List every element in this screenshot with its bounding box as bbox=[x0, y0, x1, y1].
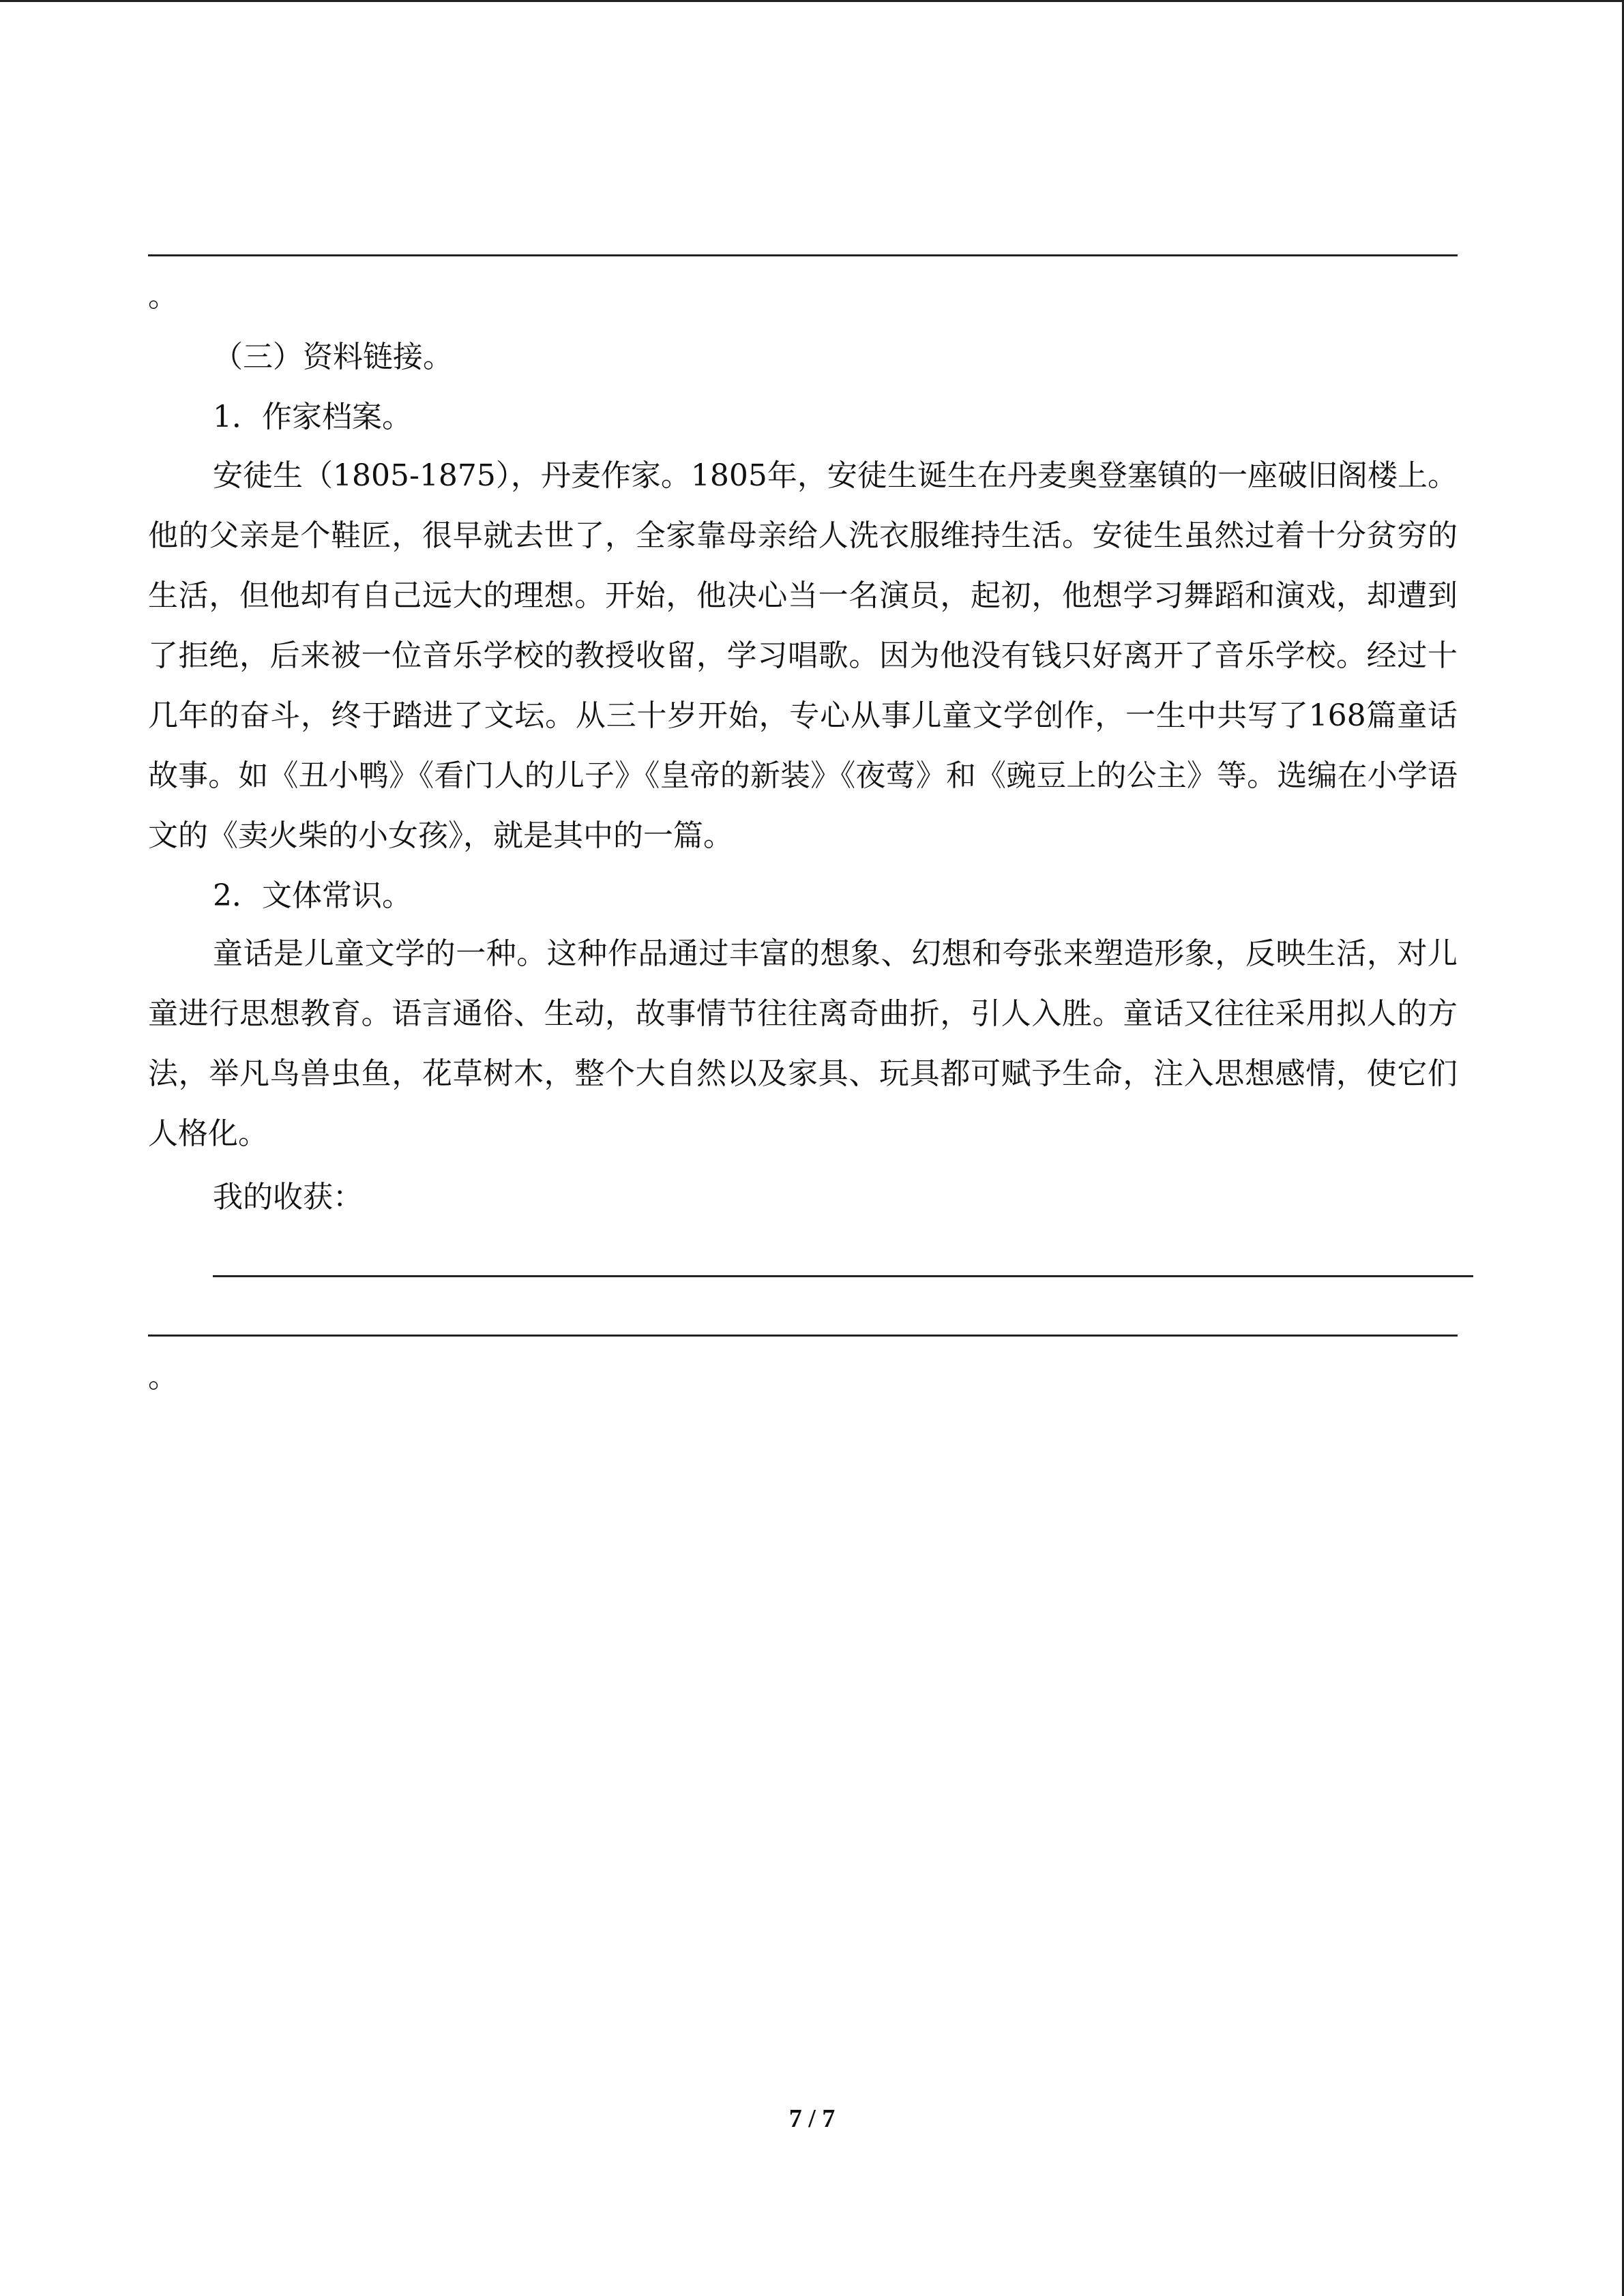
harvest-answer-line-2[interactable] bbox=[148, 1335, 1458, 1337]
harvest-answer-line-1[interactable] bbox=[213, 1275, 1473, 1277]
harvest-label: 我的收获： bbox=[213, 1180, 363, 1214]
answer-line-top bbox=[148, 254, 1458, 256]
section-heading: （三）资料链接。 bbox=[213, 340, 453, 374]
answer-line-end-mark-2: 。 bbox=[148, 1360, 178, 1395]
item-2-paragraph: 童话是儿童文学的一种。这种作品通过丰富的想象、幻想和夸张来塑造形象，反映生活，对儿童进行思想教育。语言通俗、生动，故事情节往往离奇曲折，引人入胜。童话又往往采用拟人的方法，举凡鸟兽虫鱼，花草树木，整个大自然以及家具、玩具都可赋予生命，注入思想感情，使它们人格化。 bbox=[148, 936, 1458, 1151]
item-1-heading: 1．作家档案。 bbox=[213, 400, 412, 434]
item-1-paragraph: 安徒生（1805-1875），丹麦作家。1805年，安徒生诞生在丹麦奥登塞镇的一座破旧阁楼上。他的父亲是个鞋匠，很早就去世了，全家靠母亲给人洗衣服维持生活。安徒生虽然过着十分贫穷的生活，但他却有自己远大的理想。开始，他决心当一名演员，起初，他想学习舞蹈和演戏，却遭到了拒绝，后来被一位音乐学校的教授收留，学习唱歌。因为他没有钱只好离开了音乐学校。经过十几年的奋斗，终于踏进了文坛。从三十岁开始，专心从事儿童文学创作，一生中共写了168篇童话故事。如《丑小鸭》《看门人的儿子》《皇帝的新装》《夜莺》和《豌豆上的公主》等。选编在小学语文的《卖火柴的小女孩》，就是其中的一篇。 bbox=[148, 458, 1458, 853]
item-2-heading: 2．文体常识。 bbox=[213, 878, 412, 913]
page-number: 7 / 7 bbox=[788, 2104, 836, 2133]
answer-line-end-mark-1: 。 bbox=[148, 279, 178, 314]
